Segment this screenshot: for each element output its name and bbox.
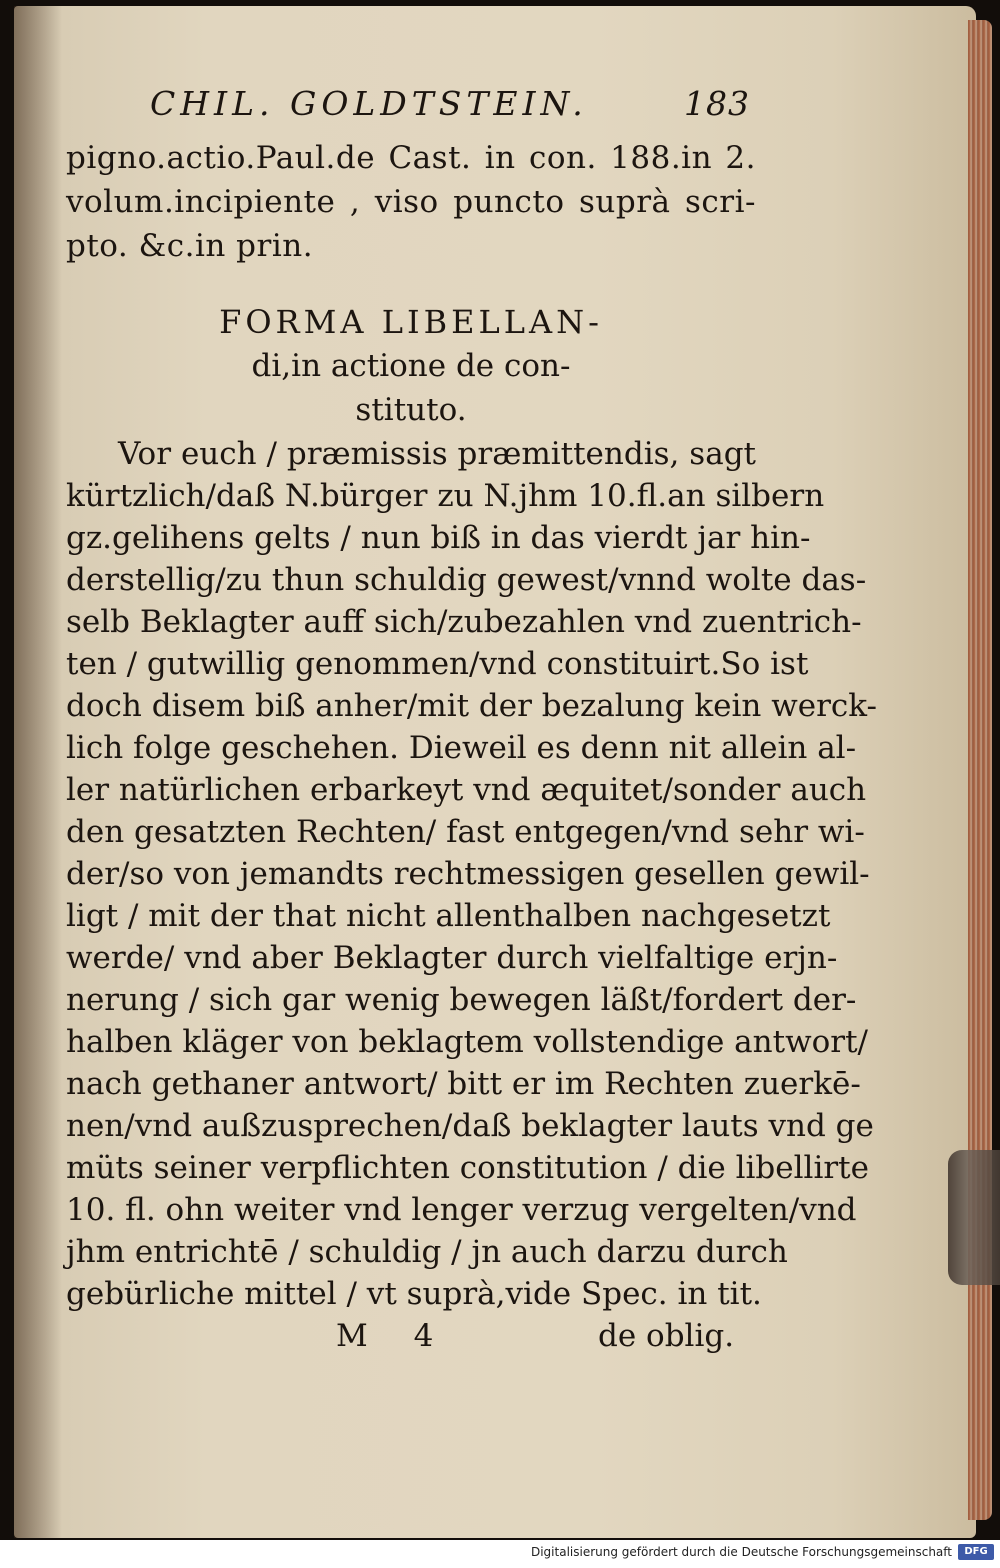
- page-edges: [968, 20, 992, 1520]
- body-line: nach gethaner antwort/ bitt er im Rechten zuerkē-: [66, 1066, 861, 1102]
- catchword: de oblig.: [598, 1318, 735, 1354]
- body-line: nerung / sich gar wenig bewegen läßt/fordert der-: [66, 982, 857, 1018]
- body-line: gebürliche mittel / vt suprà,vide Spec. in tit.: [66, 1276, 762, 1312]
- body-line: der/so von jemandts rechtmessigen gesellen gewil-: [66, 856, 870, 892]
- body-line: halben kläger von beklagtem vollstendige antwort/: [66, 1024, 868, 1060]
- body-line: ligt / mit der that nicht allenthalben nachgesetzt: [66, 898, 831, 934]
- body-line: pto. &c.in prin.: [66, 228, 314, 264]
- body-line: pigno.actio.Paul.de Cast. in con. 188.in 2.: [66, 140, 756, 176]
- body-line: lich folge geschehen. Dieweil es denn nit allein al-: [66, 730, 857, 766]
- body-line: kürtzlich/daß N.bürger zu N.jhm 10.fl.an silbern: [66, 478, 825, 514]
- body-line: jhm entrichtē / schuldig / jn auch darzu durch: [66, 1234, 788, 1270]
- body-line: 10. fl. ohn weiter vnd lenger verzug vergelten/vnd: [66, 1192, 857, 1228]
- signature-mark: M 4: [336, 1318, 452, 1354]
- running-head-title: CHIL. GOLDTSTEIN.: [150, 84, 588, 123]
- body-line: Vor euch / præmissis præmittendis, sagt: [118, 436, 756, 472]
- folio-number: 183: [684, 84, 750, 123]
- body-line: gz.gelihens gelts / nun biß in das vierdt jar hin-: [66, 520, 811, 556]
- body-line: müts seiner verpflichten constitution / die libellirte: [66, 1150, 869, 1186]
- body-line: selb Beklagter auff sich/zubezahlen vnd zuentrich-: [66, 604, 862, 640]
- body-line: den gesatzten Rechten/ fast entgegen/vnd sehr wi-: [66, 814, 865, 850]
- body-line: doch disem biß anher/mit der bezalung kein werck-: [66, 688, 877, 724]
- page-gutter-shadow: [14, 6, 62, 1538]
- section-heading-line: di,in actione de con-: [251, 348, 571, 384]
- digitization-credit: Digitalisierung gefördert durch die Deutsche Forschungsgemeinschaft: [530, 1545, 952, 1559]
- section-heading-line: stituto.: [355, 392, 467, 428]
- section-heading: FORMA LIBELLAN-: [219, 303, 603, 341]
- body-line: ler natürlichen erbarkeyt vnd æquitet/sonder auch: [66, 772, 867, 808]
- page-clip-tab: [948, 1150, 1000, 1285]
- dfg-logo: DFG: [958, 1544, 994, 1560]
- body-line: nen/vnd außzusprechen/daß beklagter lauts vnd ge: [66, 1108, 874, 1144]
- body-line: ten / gutwillig genommen/vnd constituirt.So ist: [66, 646, 809, 682]
- body-line: volum.incipiente , viso puncto suprà scri-: [66, 184, 756, 220]
- body-line: werde/ vnd aber Beklagter durch vielfaltige erjn-: [66, 940, 838, 976]
- body-line: derstellig/zu thun schuldig gewest/vnnd wolte das-: [66, 562, 867, 598]
- running-header: [150, 84, 750, 128]
